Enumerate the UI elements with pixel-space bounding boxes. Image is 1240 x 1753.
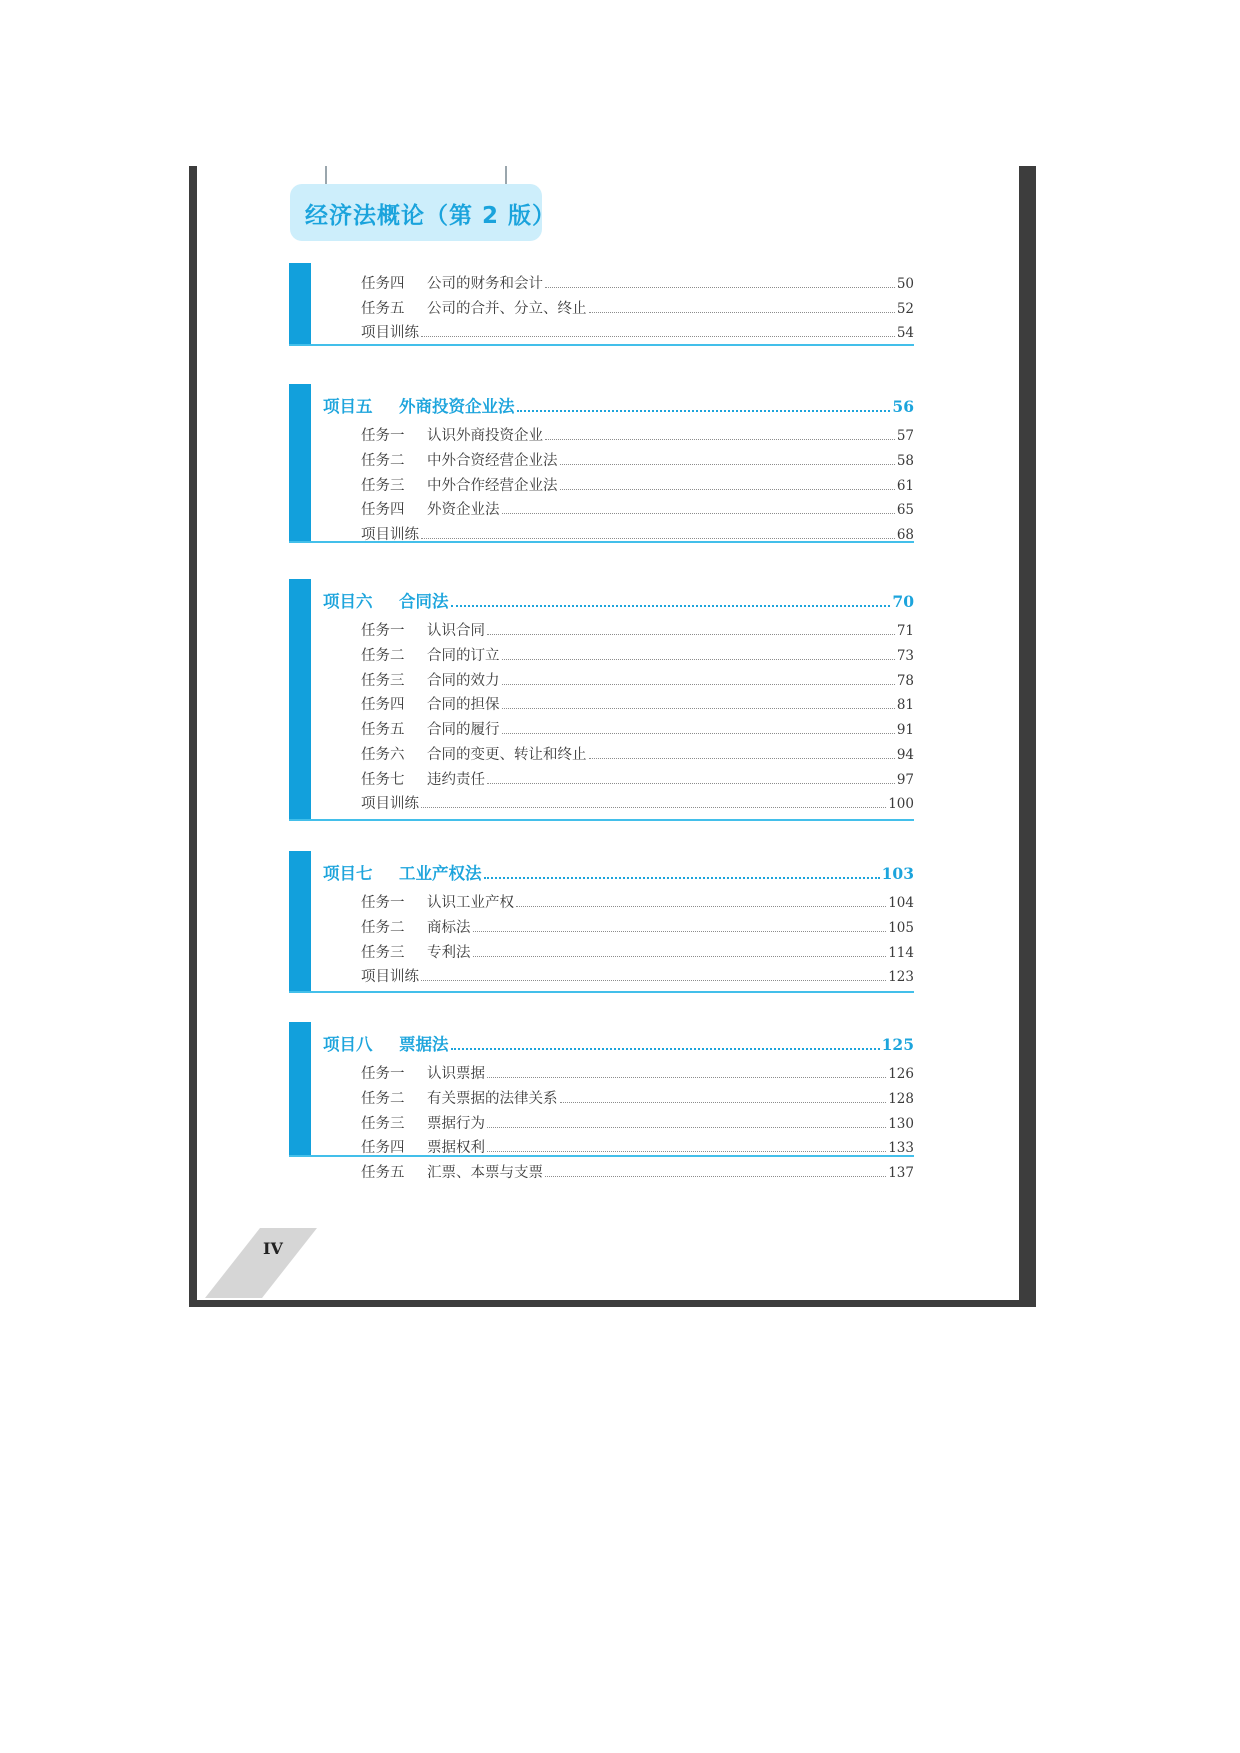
task-number: 任务五 (361, 722, 405, 738)
page-number-ref: 50 (896, 276, 914, 292)
task-title: 公司的合并、分立、终止 (427, 301, 587, 317)
task-title: 有关票据的法律关系 (427, 1091, 558, 1107)
task-number: 项目训练 (361, 796, 419, 812)
task-entry[interactable] (289, 718, 914, 739)
task-title: 合同的履行 (427, 722, 500, 738)
project-entry[interactable] (289, 1031, 914, 1055)
task-number: 任务四 (361, 276, 405, 292)
dot-leader (473, 956, 887, 957)
dot-leader (545, 287, 895, 288)
task-number: 任务四 (361, 502, 405, 518)
toc-section (289, 384, 914, 543)
task-title: 汇票、本票与支票 (427, 1165, 543, 1181)
task-title: 合同的担保 (427, 697, 500, 713)
page-number-ref: 71 (896, 623, 914, 639)
dot-leader (451, 1048, 880, 1050)
project-title: 工业产权法 (399, 864, 482, 883)
task-entry[interactable] (289, 743, 914, 764)
task-title: 票据行为 (427, 1116, 485, 1132)
page-number-ref: 130 (888, 1116, 914, 1132)
task-title: 公司的财务和会计 (427, 276, 543, 292)
page-number-ref: 104 (888, 895, 914, 911)
dot-leader (421, 538, 895, 539)
dot-leader (502, 684, 895, 685)
project-entry[interactable] (289, 860, 914, 884)
task-entry[interactable] (289, 891, 914, 912)
dot-leader (487, 1077, 886, 1078)
page-number-ref: 61 (896, 478, 914, 494)
task-entry[interactable] (289, 916, 914, 937)
task-number: 任务一 (361, 623, 405, 639)
page-number-ref: 105 (888, 920, 914, 936)
page-number-ref: 114 (888, 945, 914, 961)
task-number: 任务二 (361, 453, 405, 469)
task-title: 中外合资经营企业法 (427, 453, 558, 469)
dot-leader (516, 906, 886, 907)
page-number-ref: 128 (888, 1091, 914, 1107)
page-number-ref: 58 (896, 453, 914, 469)
task-number: 任务四 (361, 1140, 405, 1156)
task-entry[interactable] (289, 1112, 914, 1133)
toc-section (289, 263, 914, 346)
task-number: 项目训练 (361, 969, 419, 985)
dot-leader (487, 783, 895, 784)
page-number-ref: 68 (896, 527, 914, 543)
task-entry[interactable] (289, 523, 914, 544)
toc-section (289, 1022, 914, 1181)
task-title: 合同的变更、转让和终止 (427, 747, 587, 763)
page-number-ref: 52 (896, 301, 914, 317)
page-number-ref: 125 (881, 1035, 914, 1054)
task-entry[interactable] (289, 474, 914, 495)
project-number: 项目八 (323, 1035, 373, 1054)
dot-leader (502, 513, 895, 514)
page-number-tab (205, 1228, 317, 1298)
dot-leader (421, 807, 886, 808)
toc-page (197, 166, 1019, 1300)
dot-leader (487, 1127, 886, 1128)
dot-leader (487, 1151, 886, 1152)
page-number-ref: 103 (881, 864, 914, 883)
dot-leader (484, 877, 880, 879)
page-number-ref: 97 (896, 772, 914, 788)
page-number-ref: 137 (888, 1165, 914, 1181)
project-entry[interactable] (289, 588, 914, 612)
task-entry[interactable] (289, 619, 914, 640)
task-entry[interactable] (289, 644, 914, 665)
task-title: 合同的效力 (427, 673, 500, 689)
task-title: 认识工业产权 (427, 895, 514, 911)
task-number: 任务三 (361, 1116, 405, 1132)
dot-leader (502, 733, 895, 734)
task-entry[interactable] (289, 669, 914, 690)
page-number-ref: 57 (896, 428, 914, 444)
task-number: 项目训练 (361, 527, 419, 543)
task-entry[interactable] (289, 449, 914, 470)
page-number-ref: 65 (896, 502, 914, 518)
page-number: IV (263, 1239, 283, 1258)
task-entry[interactable] (289, 424, 914, 445)
task-title: 票据权利 (427, 1140, 485, 1156)
task-number: 任务五 (361, 301, 405, 317)
task-number: 任务四 (361, 697, 405, 713)
task-number: 任务二 (361, 920, 405, 936)
task-title: 中外合作经营企业法 (427, 478, 558, 494)
task-number: 任务一 (361, 895, 405, 911)
page-number-ref: 123 (888, 969, 914, 985)
project-title: 票据法 (399, 1035, 449, 1054)
project-number: 项目五 (323, 397, 373, 416)
dot-leader (502, 708, 895, 709)
book-title: 经济法概论（第 2 版） (305, 203, 557, 229)
project-title: 合同法 (399, 592, 449, 611)
task-title: 违约责任 (427, 772, 485, 788)
task-number: 任务六 (361, 747, 405, 763)
project-title: 外商投资企业法 (399, 397, 515, 416)
task-number: 任务三 (361, 673, 405, 689)
page-number-ref: 91 (896, 722, 914, 738)
task-number: 任务二 (361, 648, 405, 664)
task-entry[interactable] (289, 297, 914, 318)
task-entry[interactable] (289, 1161, 914, 1182)
task-title: 认识票据 (427, 1066, 485, 1082)
task-entry[interactable] (289, 792, 914, 813)
dot-leader (502, 659, 895, 660)
page-number-ref: 133 (888, 1140, 914, 1156)
dot-leader (451, 605, 891, 607)
task-entry[interactable] (289, 1062, 914, 1083)
page-number-ref: 73 (896, 648, 914, 664)
page-number-ref: 94 (896, 747, 914, 763)
task-title: 专利法 (427, 945, 471, 961)
task-title: 外资企业法 (427, 502, 500, 518)
page-number-ref: 126 (888, 1066, 914, 1082)
project-number: 项目七 (323, 864, 373, 883)
task-entry[interactable] (289, 693, 914, 714)
task-title: 认识外商投资企业 (427, 428, 543, 444)
task-title: 认识合同 (427, 623, 485, 639)
page-number-ref: 81 (896, 697, 914, 713)
project-number: 项目六 (323, 592, 373, 611)
dot-leader (560, 464, 895, 465)
project-entry[interactable] (289, 393, 914, 417)
dot-leader (560, 489, 895, 490)
task-entry[interactable] (289, 1136, 914, 1157)
task-entry[interactable] (289, 321, 914, 342)
dot-leader (560, 1102, 887, 1103)
task-number: 项目训练 (361, 325, 419, 341)
task-number: 任务五 (361, 1165, 405, 1181)
task-entry[interactable] (289, 498, 914, 519)
toc-section (289, 851, 914, 993)
task-number: 任务三 (361, 478, 405, 494)
task-number: 任务三 (361, 945, 405, 961)
task-number: 任务一 (361, 428, 405, 444)
task-entry[interactable] (289, 1087, 914, 1108)
dot-leader (473, 931, 887, 932)
task-entry[interactable] (289, 941, 914, 962)
page-number-ref: 56 (892, 397, 914, 416)
dot-leader (589, 758, 895, 759)
task-number: 任务二 (361, 1091, 405, 1107)
page-number-ref: 78 (896, 673, 914, 689)
task-entry[interactable] (289, 768, 914, 789)
dot-leader (421, 980, 886, 981)
dot-leader (487, 634, 895, 635)
task-number: 任务七 (361, 772, 405, 788)
page-number-ref: 100 (888, 796, 914, 812)
dot-leader (421, 336, 895, 337)
dot-leader (589, 312, 895, 313)
page-number-ref: 54 (896, 325, 914, 341)
page-number-ref: 70 (892, 592, 914, 611)
dot-leader (545, 1176, 886, 1177)
dot-leader (517, 410, 891, 412)
task-entry[interactable] (289, 272, 914, 293)
task-title: 商标法 (427, 920, 471, 936)
task-number: 任务一 (361, 1066, 405, 1082)
toc-section (289, 579, 914, 821)
dot-leader (545, 439, 895, 440)
task-title: 合同的订立 (427, 648, 500, 664)
task-entry[interactable] (289, 965, 914, 986)
